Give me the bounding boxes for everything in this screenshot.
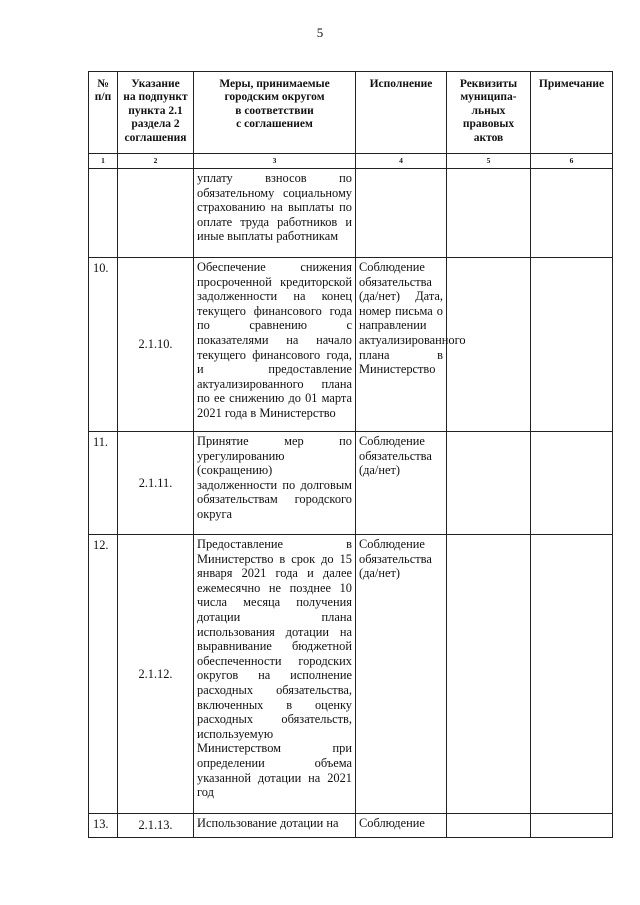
row-measure: уплату взносов по обязательному социальному страхованию на выплаты по оплате труда работников и иные выплаты работникам xyxy=(194,169,356,258)
table-row xyxy=(89,258,613,432)
row-note xyxy=(531,432,613,535)
row-measure: Использование дотации на xyxy=(194,814,356,838)
row-number: 11. xyxy=(89,432,118,535)
row-execution: Соблюдение обязательства (да/нет) Дата, номер письма о направлении актуализированного плана в Министерство xyxy=(356,258,447,432)
row-requisites xyxy=(447,535,531,814)
row-number: 13. xyxy=(89,814,118,838)
row-subclause xyxy=(118,169,194,258)
row-subclause: 2.1.13. xyxy=(118,814,194,838)
row-measure: Предоставление в Министерство в срок до 15 января 2021 года и далее ежемесячно не позднее 10 числа месяца получения дотации плана использования дотации на выравнивание бюджетной обеспеченности городских округов на исполнение расходных обязательства, включенных в оценку расходных обязательств, используемую Министерством при определении объема указанной дотации на 2021 год xyxy=(194,535,356,814)
row-execution xyxy=(356,169,447,258)
row-measure: Обеспечение снижения просроченной кредиторской задолженности на конец текущего финансового года по сравнению с показателями на начало текущего финансового года, и предоставление актуализированного плана по ее снижению до 01 марта 2021 года в Министерство xyxy=(194,258,356,432)
row-execution: Соблюдение обязательства (да/нет) xyxy=(356,432,447,535)
header-requisites: Реквизиты муниципа- льных правовых актов xyxy=(447,72,531,154)
column-number: 6 xyxy=(531,154,613,169)
header-number: № п/п xyxy=(89,72,118,154)
column-number: 3 xyxy=(194,154,356,169)
table-header-row xyxy=(89,72,613,154)
row-execution: Соблюдение обязательства (да/нет) xyxy=(356,535,447,814)
row-note xyxy=(531,169,613,258)
row-subclause: 2.1.11. xyxy=(118,432,194,535)
table-row xyxy=(89,432,613,535)
row-subclause: 2.1.10. xyxy=(118,258,194,432)
row-measure: Принятие мер по урегулированию (сокращению) задолженности по долговым обязательствам городского округа xyxy=(194,432,356,535)
row-number xyxy=(89,169,118,258)
measures-table xyxy=(88,71,613,838)
column-number: 1 xyxy=(89,154,118,169)
header-note: Примечание xyxy=(531,72,613,154)
row-note xyxy=(531,814,613,838)
header-measures: Меры, принимаемые городским округом в соответствии с соглашением xyxy=(194,72,356,154)
row-execution: Соблюдение xyxy=(356,814,447,838)
table-row xyxy=(89,535,613,814)
row-number: 10. xyxy=(89,258,118,432)
column-number: 4 xyxy=(356,154,447,169)
row-requisites xyxy=(447,432,531,535)
row-note xyxy=(531,258,613,432)
row-requisites xyxy=(447,814,531,838)
table-row xyxy=(89,814,613,838)
header-subclause: Указание на подпункт пункта 2.1 раздела 2 соглашения xyxy=(118,72,194,154)
row-note xyxy=(531,535,613,814)
row-requisites xyxy=(447,169,531,258)
row-number: 12. xyxy=(89,535,118,814)
column-number-row xyxy=(89,154,613,169)
header-execution: Исполнение xyxy=(356,72,447,154)
page-number: 5 xyxy=(316,25,324,40)
column-number: 5 xyxy=(447,154,531,169)
table-row xyxy=(89,169,613,258)
row-subclause: 2.1.12. xyxy=(118,535,194,814)
column-number: 2 xyxy=(118,154,194,169)
